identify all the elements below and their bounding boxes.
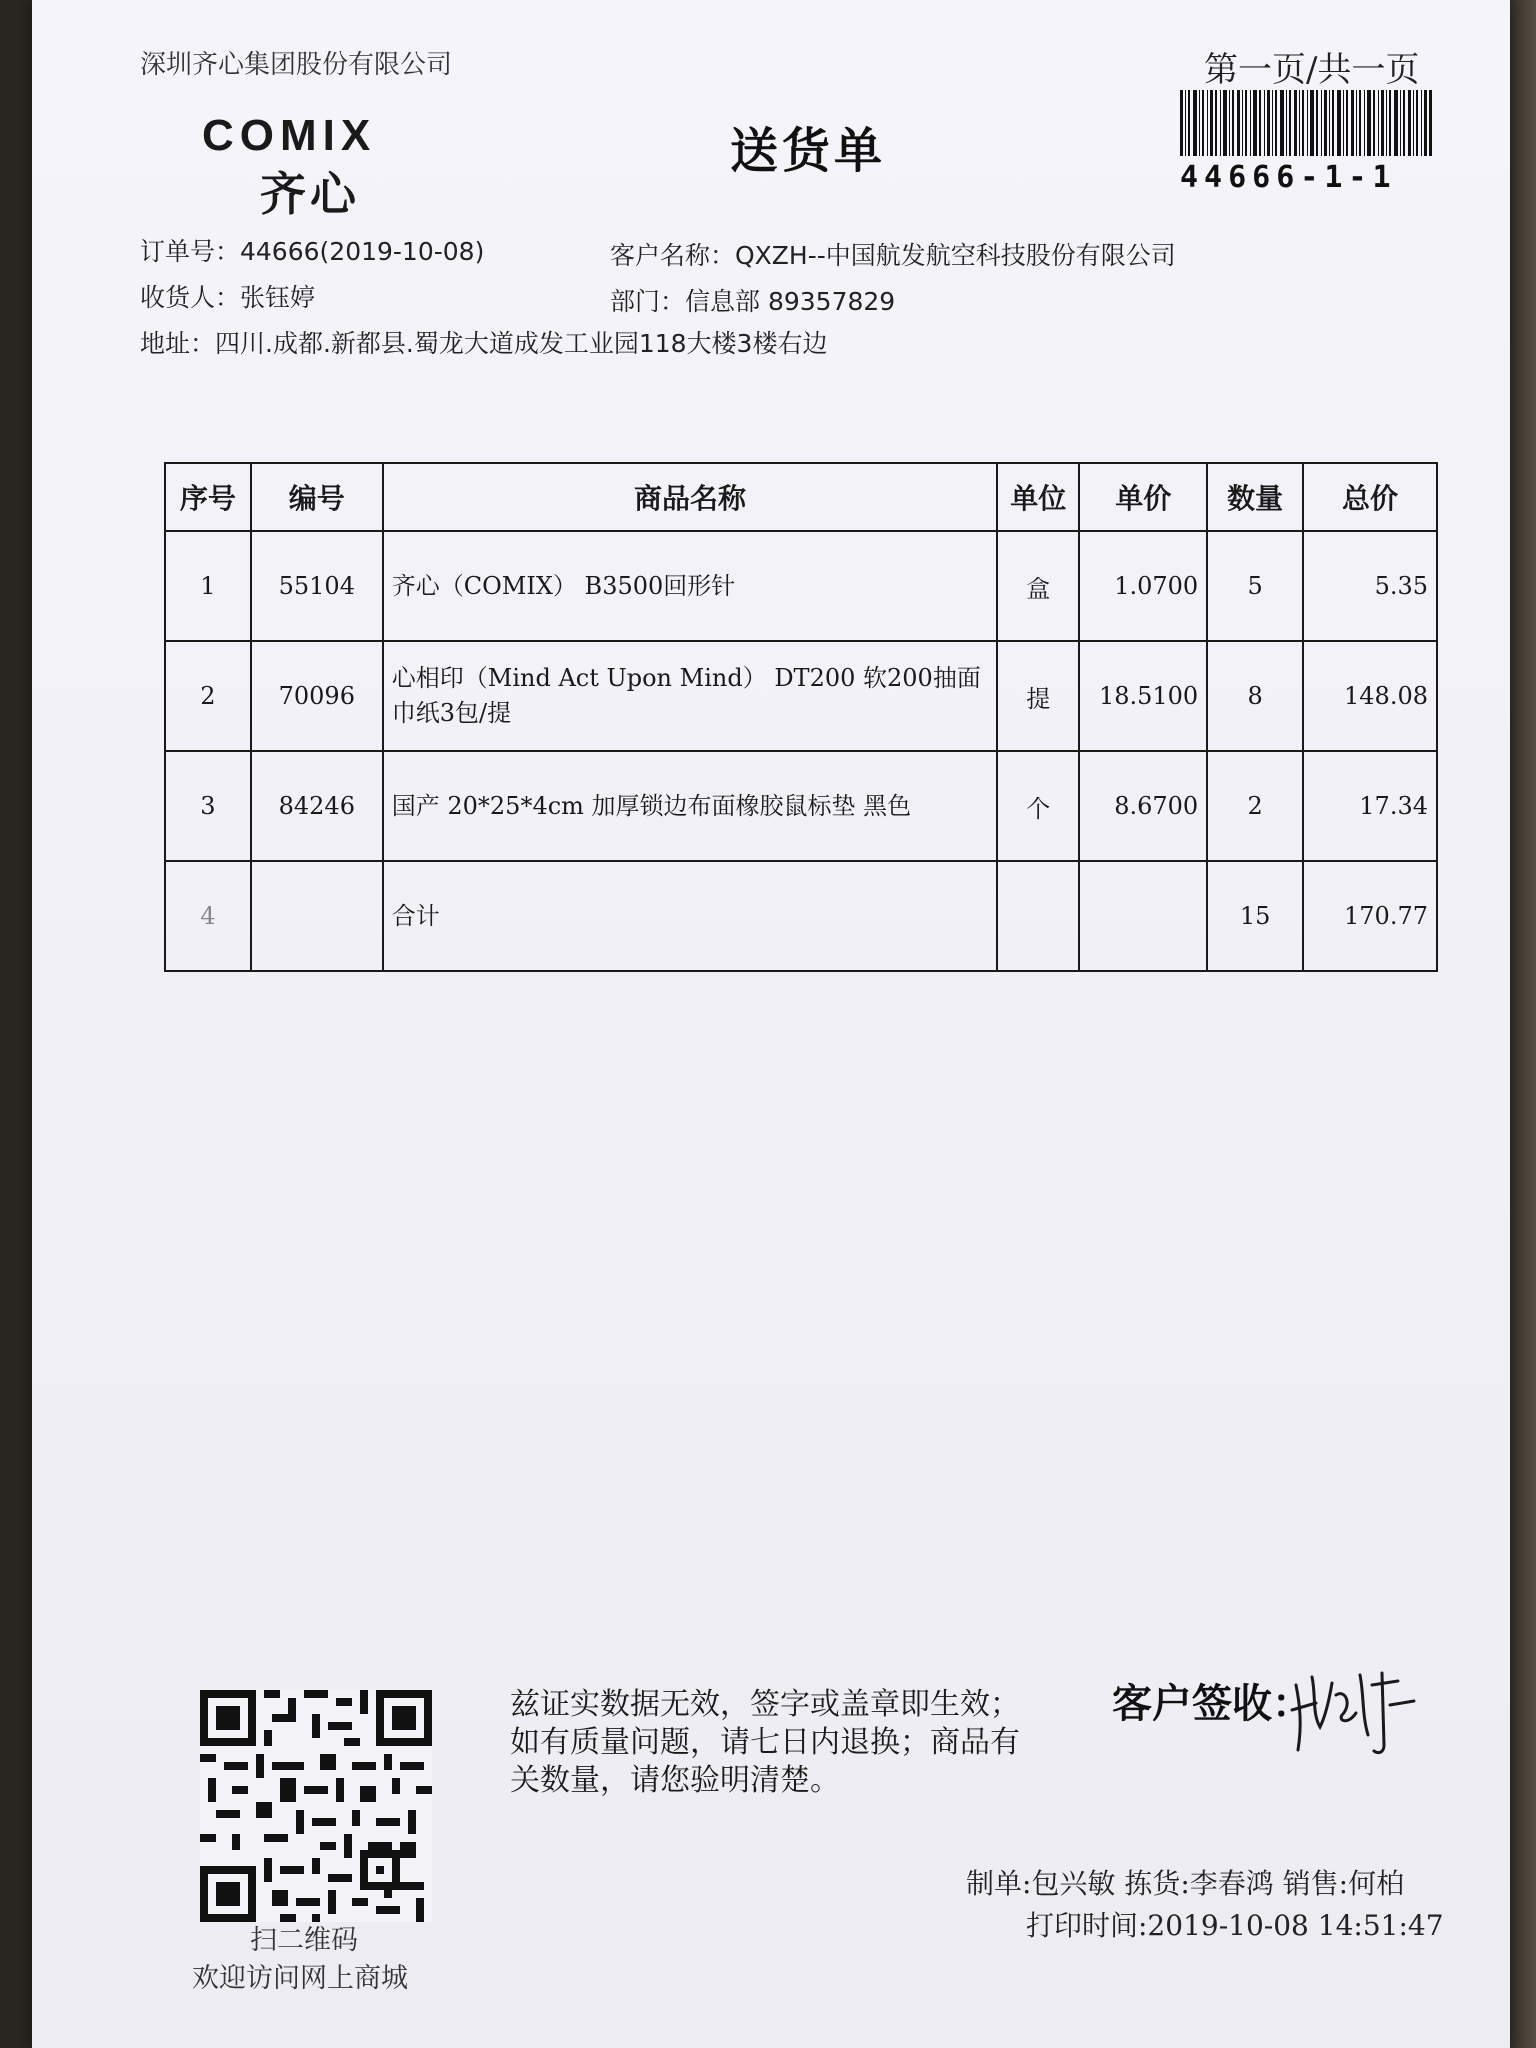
total-label: 合计 — [383, 861, 998, 971]
header-code: 编号 — [251, 463, 383, 531]
header-total: 总价 — [1303, 463, 1437, 531]
row-code: 55104 — [251, 531, 383, 641]
table-row — [165, 641, 1437, 751]
notice-text: 兹证实数据无效，签字或盖章即生效；如有质量问题，请七日内退换；商品有关数量，请您验明清楚。 — [510, 1687, 1020, 1798]
header-index: 序号 — [165, 463, 251, 531]
table-header-row — [165, 463, 1437, 531]
row-code — [251, 861, 383, 971]
barcode-number: 44666-1-1 — [1180, 160, 1397, 195]
qr-caption-website: 欢迎访问网上商城 — [192, 1963, 408, 1994]
department: 部门：信息部 89357829 — [610, 287, 896, 316]
row-index: 1 — [165, 531, 251, 641]
row-index: 4 — [165, 861, 251, 971]
header-unit-price: 单价 — [1079, 463, 1207, 531]
items-table — [164, 462, 1438, 972]
row-quantity: 8 — [1207, 641, 1303, 751]
logo-text: COMIX — [202, 111, 377, 160]
row-code: 70096 — [251, 641, 383, 751]
staff-info: 制单:包兴敏 拣货:李春鸿 销售:何柏 — [966, 1867, 1405, 1900]
row-unit: 盒 — [997, 531, 1079, 641]
row-unit: 提 — [997, 641, 1079, 751]
row-product-name: 国产 20*25*4cm 加厚锁边布面橡胶鼠标垫 黑色 — [383, 751, 998, 861]
header-product-name: 商品名称 — [383, 463, 998, 531]
page-indicator: 第一页/共一页 — [1204, 50, 1420, 90]
row-code: 84246 — [251, 751, 383, 861]
row-quantity: 2 — [1207, 751, 1303, 861]
row-quantity: 5 — [1207, 531, 1303, 641]
row-index: 2 — [165, 641, 251, 751]
barcode-image — [1180, 90, 1432, 156]
row-unit-price: 1.0700 — [1079, 531, 1207, 641]
qr-caption: 扫二维码 — [250, 1925, 358, 1956]
order-number: 订单号：44666(2019-10-08) — [140, 237, 485, 266]
row-unit: 个 — [997, 751, 1079, 861]
qr-code-image — [200, 1690, 432, 1922]
row-unit-price — [1079, 861, 1207, 971]
document-title: 送货单 — [730, 123, 887, 179]
row-unit-price: 18.5100 — [1079, 641, 1207, 751]
row-product-name: 齐心（COMIX） B3500回形针 — [383, 531, 998, 641]
table-row — [165, 531, 1437, 641]
row-unit-price: 8.6700 — [1079, 751, 1207, 861]
row-unit — [997, 861, 1079, 971]
table-total-row — [165, 861, 1437, 971]
customer-signature-label: 客户签收： — [1112, 1681, 1312, 1727]
delivery-note-page — [32, 0, 1510, 2048]
print-time: 打印时间:2019-10-08 14:51:47 — [1026, 1909, 1444, 1942]
comix-logo — [200, 108, 490, 223]
delivery-address: 地址：四川.成都.新都县.蜀龙大道成发工业园118大楼3楼右边 — [140, 329, 828, 358]
row-total: 5.35 — [1303, 531, 1437, 641]
row-product-name: 心相印（Mind Act Upon Mind） DT200 软200抽面巾纸3包/提 — [383, 641, 998, 751]
receiver-name: 收货人：张钰婷 — [140, 283, 316, 312]
header-quantity: 数量 — [1207, 463, 1303, 531]
header-unit: 单位 — [997, 463, 1079, 531]
table-row — [165, 751, 1437, 861]
handwritten-signature — [1290, 1655, 1420, 1765]
total-quantity: 15 — [1207, 861, 1303, 971]
customer-name: 客户名称：QXZH--中国航发航空科技股份有限公司 — [610, 241, 1176, 270]
grand-total: 170.77 — [1303, 861, 1437, 971]
row-index: 3 — [165, 751, 251, 861]
logo-subtext: 齐心 — [260, 167, 360, 221]
company-name: 深圳齐心集团股份有限公司 — [140, 50, 453, 80]
row-total: 148.08 — [1303, 641, 1437, 751]
row-total: 17.34 — [1303, 751, 1437, 861]
